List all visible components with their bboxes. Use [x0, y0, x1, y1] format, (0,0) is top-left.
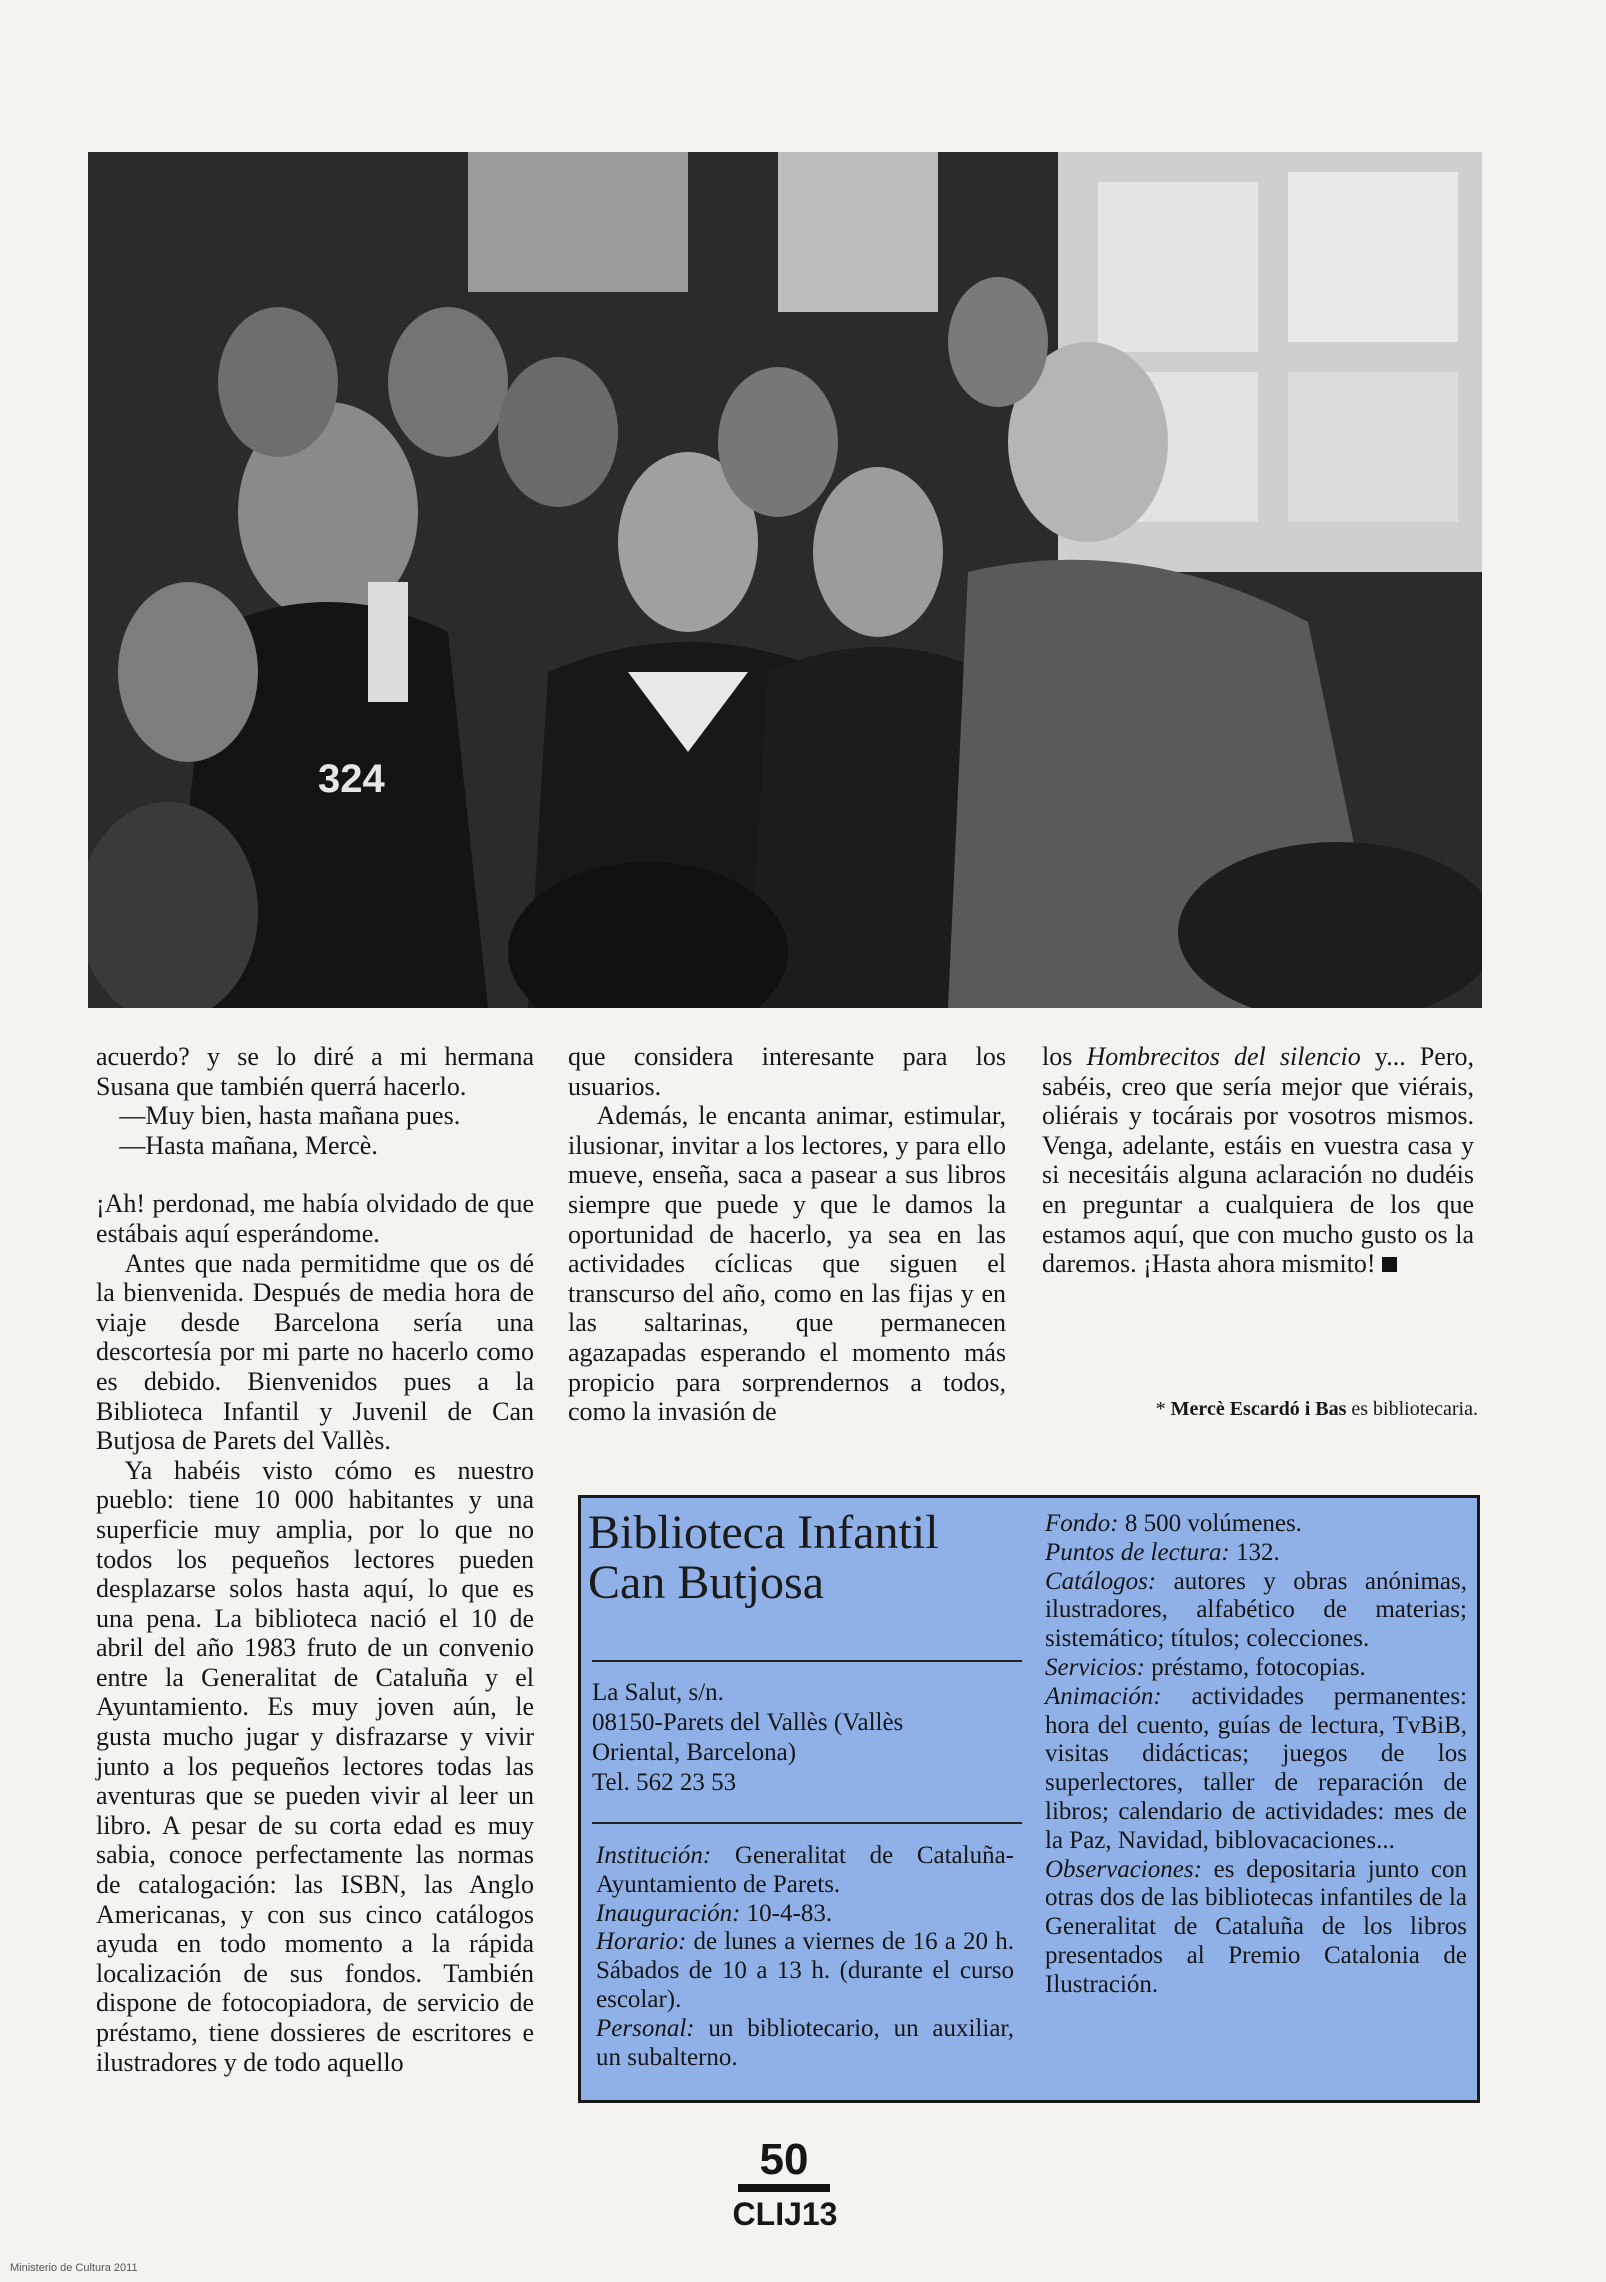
info-value: un bibliotecario, un auxiliar, un subalterno.	[596, 2014, 1014, 2071]
info-value: autores y obras anónimas, ilustradores, alfabético de materias; sistemático; títulos; colecciones.	[1045, 1567, 1467, 1653]
address-line: 08150-Parets del Vallès (Vallès	[592, 1709, 904, 1736]
end-mark-icon	[1382, 1257, 1397, 1272]
info-item	[1045, 1510, 1467, 1539]
info-box-title	[588, 1508, 1028, 1608]
info-item	[1045, 1568, 1467, 1654]
article-photo	[88, 152, 1482, 1008]
text-span: *	[1155, 1398, 1171, 1420]
dialogue-line: —Muy bien, hasta mañana pues.	[119, 1101, 461, 1131]
divider	[592, 1822, 1022, 1824]
scan-credit: Ministerio de Cultura 2011	[10, 2262, 138, 2274]
info-label: Catálogos:	[1045, 1567, 1157, 1595]
article-column-2	[568, 1042, 1006, 1427]
info-value: es depositaria junto con otras dos de las bibliotecas infantiles de la Generalitat de Cataluña de los libros presentados al Premio Catalonia de Ilustración.	[1045, 1855, 1467, 1998]
paragraph: que considera interesante para los usuarios.	[568, 1042, 1006, 1101]
info-right-column	[1045, 1510, 1467, 2000]
info-value: 132.	[1229, 1538, 1280, 1566]
article-column-1	[96, 1042, 534, 2077]
jersey-number: 324	[318, 757, 385, 801]
title-line: Biblioteca Infantil	[588, 1506, 939, 1559]
info-value: 10-4-83.	[740, 1899, 833, 1927]
info-item	[596, 1928, 1014, 2014]
page-number-rule	[738, 2184, 830, 2192]
info-label: Animación:	[1045, 1682, 1162, 1710]
info-item	[596, 1842, 1014, 1900]
paragraph: acuerdo? y se lo diré a mi hermana Susana que también querrá hacerlo.	[96, 1042, 534, 1101]
info-left-column	[596, 1842, 1014, 2072]
info-label: Servicios:	[1045, 1653, 1145, 1681]
paragraph: ¡Ah! perdonad, me había olvidado de que estábais aquí esperándome.	[96, 1189, 534, 1248]
divider	[592, 1660, 1022, 1662]
title-line: Can Butjosa	[588, 1556, 824, 1609]
dialogue-line: —Hasta mañana, Mercè.	[119, 1130, 378, 1160]
info-label: Personal:	[596, 2014, 695, 2042]
info-label: Inauguración:	[596, 1899, 741, 1927]
info-item	[1045, 1683, 1467, 1856]
info-label: Fondo:	[1045, 1510, 1119, 1537]
info-item	[596, 2015, 1014, 2073]
author-note	[1048, 1397, 1478, 1421]
info-item	[1045, 1539, 1467, 1568]
photo-illustration	[88, 152, 1482, 1008]
info-item	[596, 1900, 1014, 1929]
author-name: Mercè Escardó i Bas	[1170, 1398, 1347, 1420]
info-item	[1045, 1856, 1467, 2000]
page-number: 50	[759, 2135, 809, 2184]
info-label: Observaciones:	[1045, 1855, 1202, 1883]
info-label: Institución:	[596, 1842, 712, 1869]
address-line: La Salut, s/n.	[592, 1679, 724, 1706]
text-span: y... Pero, sabéis, creo que sería mejor que viérais, oliérais y tocárais por vosotros mismos. Venga, adelante, estáis en vuestra casa y si necesitáis alguna aclaración no dudéis en preguntar a cualquiera de los que estamos aquí, que con mucho gusto os la daremos. ¡Hasta ahora mismito!	[1042, 1042, 1474, 1279]
address-block	[592, 1678, 1022, 1798]
text-span: es bibliotecaria.	[1346, 1398, 1478, 1420]
phone-line: Tel. 562 23 53	[592, 1769, 737, 1796]
info-value: préstamo, fotocopias.	[1144, 1653, 1366, 1681]
info-label: Puntos de lectura:	[1045, 1538, 1230, 1566]
text-span: los	[1042, 1042, 1087, 1071]
paragraph	[1042, 1042, 1474, 1279]
paragraph: Antes que nada permitidme que os dé la bienvenida. Después de media hora de viaje desde Barcelona sería una descortesía por mi parte no hacerlo como es debido. Bienvenidos pues a la Biblioteca Infantil y Juvenil de Can Butjosa de Parets del Vallès.	[96, 1248, 534, 1456]
info-value: actividades permanentes: hora del cuento, guías de lectura, TvBiB, visitas didácticas; juegos de los superlectores, taller de reparación de libros; calendario de actividades: mes de la Paz, Navidad, biblovacaciones...	[1045, 1682, 1467, 1854]
paragraph: Ya habéis visto cómo es nuestro pueblo: tiene 10 000 habitantes y una superficie muy amplia, por lo que no todos los pequeños lectores pueden desplazarse solos hasta aquí, lo que es una pena. La biblioteca nació el 10 de abril del año 1983 fruto de un convenio entre la Generalitat de Cataluña y el Ayuntamiento. Es muy joven aún, le gusta mucho jugar y disfrazarse y vivir junto a los pequeños lectores todas las aventuras que se pueden vivir al leer un libro. A pesar de su corta edad es muy sabia, conoce perfectamente las normas de catalogación: las ISBN, las Anglo Americanas, y con sus cinco catálogos ayuda en todo momento a la rápida localización de sus fondos. También dispone de fotocopiadora, de servicio de préstamo, tiene dossieres de escritores e ilustradores y de todo aquello	[96, 1455, 534, 2077]
article-column-3	[1042, 1042, 1474, 1279]
book-title: Hombrecitos del silencio	[1086, 1042, 1361, 1071]
paragraph: Además, le encanta animar, estimular, ilusionar, invitar a los lectores, y para ello mueve, enseña, saca a pasear a sus libros siempre que puede y que le damos la oportunidad de hacerlo, ya sea en las actividades cíclicas que siguen el transcurso del año, como en las fijas y en las saltarinas, que permanecen agazapadas esperando el momento más propicio para sorprendernos a todos, como la invasión de	[568, 1101, 1006, 1427]
info-item	[1045, 1654, 1467, 1683]
info-value: de lunes a viernes de 16 a 20 h. Sábados de 10 a 13 h. (durante el curso escolar).	[596, 1928, 1014, 2013]
info-label: Horario:	[596, 1928, 687, 1956]
info-value: Generalitat de Cataluña-Ayuntamiento de Parets.	[596, 1842, 1014, 1898]
address-line: Oriental, Barcelona)	[592, 1739, 797, 1766]
info-value: 8 500 volúmenes.	[1118, 1510, 1302, 1537]
magazine-name: CLIJ13	[732, 2196, 838, 2232]
